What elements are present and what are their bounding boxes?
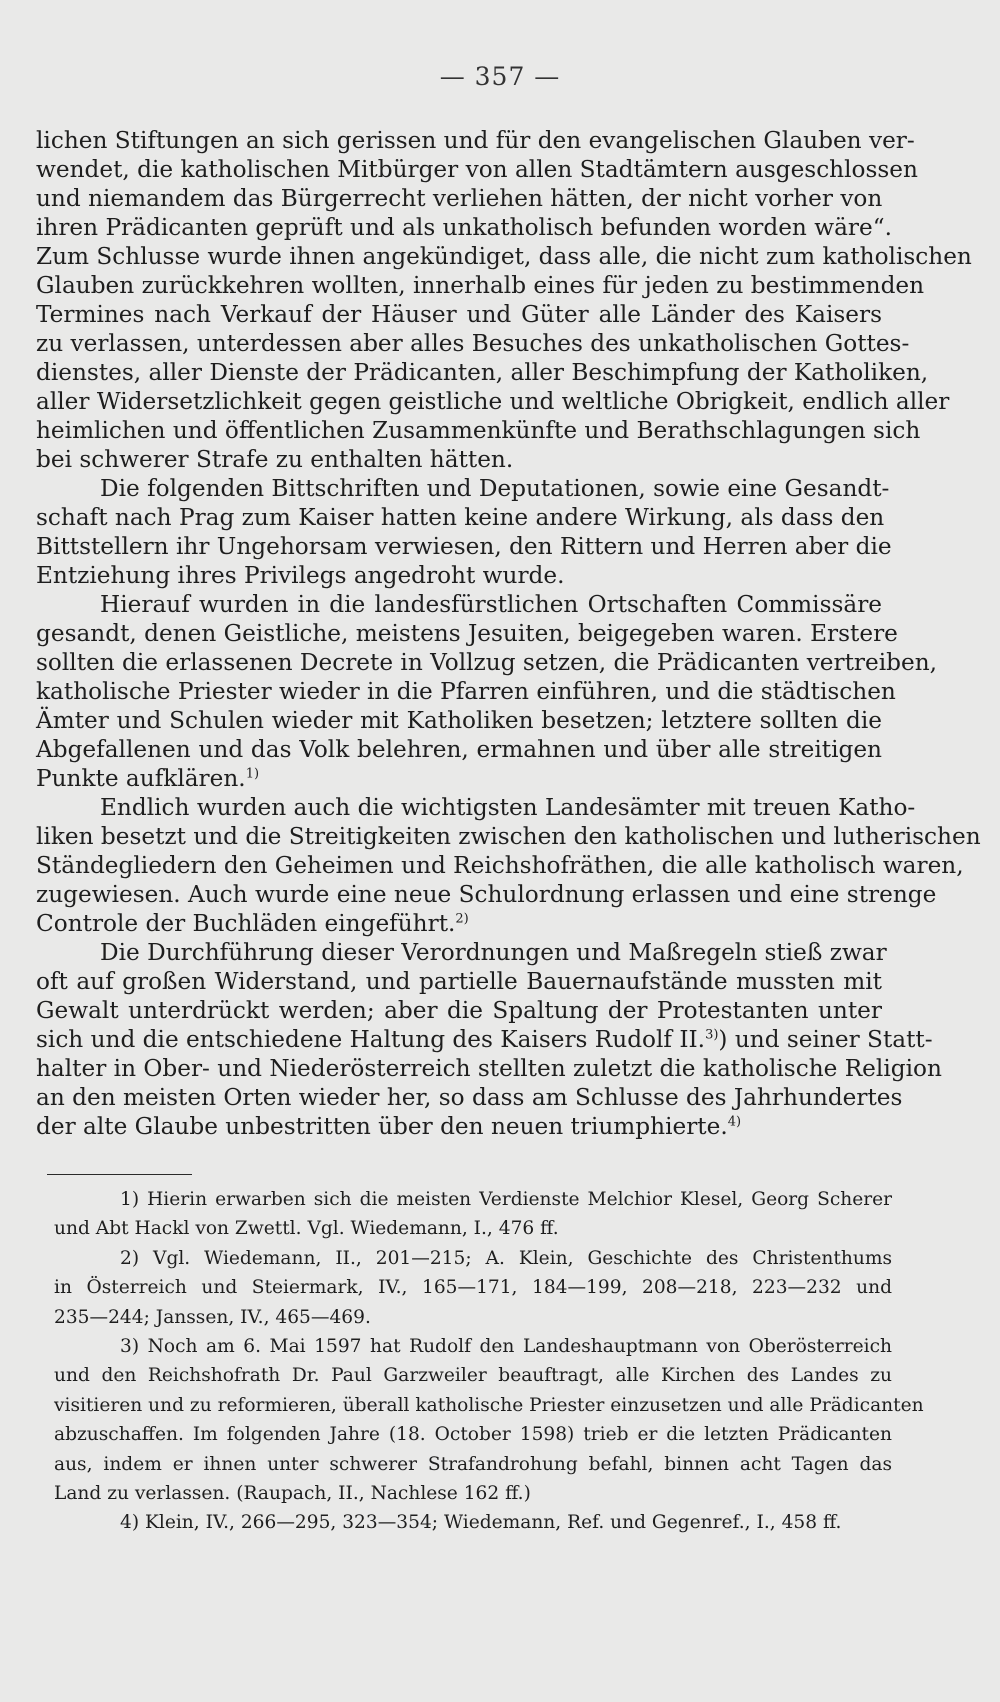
text-line: Die folgenden Bittschriften und Deputationen, sowie eine Gesandt- [100, 475, 890, 502]
text-line: und niemandem das Bürgerrecht verliehen hätten, der nicht vorher von [36, 185, 883, 212]
text-line: aller Widersetzlichkeit gegen geistliche und weltliche Obrigkeit, endlich aller [36, 388, 950, 415]
text-line: Zum Schlusse wurde ihnen angekündiget, dass alle, die nicht zum katholischen [36, 243, 972, 270]
footnote-ref: 1) [245, 766, 260, 782]
text-line: Abgefallenen und das Volk belehren, ermahnen und über alle streitigen [36, 736, 882, 763]
footnote-line: 3) Noch am 6. Mai 1597 hat Rudolf den Landeshauptmann von Oberösterreich [120, 1335, 892, 1357]
footnote-line: abzuschaffen. Im folgenden Jahre (18. October 1598) trieb er die letzten Prädicanten [54, 1424, 892, 1446]
footnote-line: und Abt Hackl von Zwettl. Vgl. Wiedemann, I., 476 ff. [54, 1218, 559, 1240]
text-fragment: sich und die entschiedene Haltung des Kaisers Rudolf II. [36, 1026, 706, 1053]
text-line-with-footnote-ref [36, 1112, 882, 1141]
text-line: Ständegliedern den Geheimen und Reichshofräthen, die alle katholisch waren, [36, 852, 964, 879]
footnote-ref: 3) [705, 1027, 719, 1043]
footnote-line: Land zu verlassen. (Raupach, II., Nachlese 162 ff.) [54, 1482, 531, 1504]
main-text [36, 126, 981, 1141]
text-line: halter in Ober- und Niederösterreich stellten zuletzt die katholische Religion [36, 1055, 942, 1082]
text-line: ihren Prädicanten geprüft und als unkatholisch befunden worden wäre“. [36, 214, 892, 241]
text-line: zugewiesen. Auch wurde eine neue Schulordnung erlassen und eine strenge [36, 881, 937, 908]
text-line: bei schwerer Strafe zu enthalten hätten. [36, 446, 514, 473]
text-line: katholische Priester wieder in die Pfarren einführen, und die städtischen [36, 678, 896, 705]
footnote-ref: 2) [455, 911, 469, 927]
footnote-line: in Österreich und Steiermark, IV., 165—171, 184—199, 208—218, 223—232 und [54, 1277, 892, 1299]
text-line-with-footnote-ref [36, 1025, 933, 1054]
text-line: schaft nach Prag zum Kaiser hatten keine andere Wirkung, als dass den [36, 504, 885, 531]
footnote-line: 1) Hierin erwarben sich die meisten Verdienste Melchior Klesel, Georg Scherer [120, 1189, 892, 1210]
text-line: sollten die erlassenen Decrete in Vollzug setzen, die Prädicanten vertreiben, [36, 649, 938, 676]
text-line: oft auf großen Widerstand, und partielle Bauernaufstände mussten mit [36, 968, 882, 995]
footnote-line: 2) Vgl. Wiedemann, II., 201—215; A. Klein, Geschichte des Christenthums [120, 1247, 892, 1269]
text-line: Endlich wurden auch die wichtigsten Landesämter mit treuen Katho- [100, 794, 916, 821]
text-line: Bittstellern ihr Ungehorsam verwiesen, den Rittern und Herren aber die [36, 533, 892, 560]
text-fragment: der alte Glaube unbestritten über den neuen triumphierte. [36, 1113, 728, 1140]
text-line: liken besetzt und die Streitigkeiten zwischen den katholischen und lutherischen [36, 823, 981, 850]
footnote-line: 4) Klein, IV., 266—295, 323—354; Wiedemann, Ref. und Gegenref., I., 458 ff. [120, 1512, 842, 1534]
page-number: — 357 — [439, 62, 561, 91]
text-line: zu verlassen, unterdessen aber alles Besuches des unkatholischen Gottes- [36, 330, 910, 357]
text-line: Ämter und Schulen wieder mit Katholiken besetzen; letztere sollten die [36, 707, 882, 734]
text-line: lichen Stiftungen an sich gerissen und für den evangelischen Glauben ver- [36, 127, 915, 154]
text-line-with-footnote-ref [36, 764, 882, 793]
text-line: heimlichen und öffentlichen Zusammenkünfte und Berathschlagungen sich [36, 417, 921, 444]
footnote-line: visitieren und zu reformieren, überall katholische Priester einzusetzen und alle Prädicanten [54, 1394, 924, 1416]
text-line: Die Durchführung dieser Verordnungen und Maßregeln stieß zwar [100, 939, 887, 966]
text-line: Termines nach Verkauf der Häuser und Güter alle Länder des Kaisers [36, 301, 882, 328]
text-line: Hierauf wurden in die landesfürstlichen Ortschaften Commissäre [100, 591, 882, 618]
text-line: Gewalt unterdrückt werden; aber die Spaltung der Protestanten unter [36, 997, 882, 1024]
text-line: dienstes, aller Dienste der Prädicanten, aller Beschimpfung der Katholiken, [36, 359, 929, 386]
footnote-ref: 4) [727, 1114, 742, 1130]
text-line: Glauben zurückkehren wollten, innerhalb eines für jeden zu bestimmenden [36, 272, 925, 299]
footnote-line: aus, indem er ihnen unter schwerer Strafandrohung befahl, binnen acht Tagen das [54, 1453, 892, 1475]
text-line: Entziehung ihres Privilegs angedroht wurde. [36, 562, 565, 589]
text-fragment: Controle der Buchläden eingeführt. [36, 910, 456, 937]
footnote-line: 235—244; Janssen, IV., 465—469. [54, 1306, 371, 1328]
text-line: wendet, die katholischen Mitbürger von allen Stadtämtern ausgeschlossen [36, 156, 918, 183]
text-line: an den meisten Orten wieder her, so dass am Schlusse des Jahrhundertes [36, 1084, 903, 1111]
footnotes [54, 1185, 924, 1538]
text-line: gesandt, denen Geistliche, meistens Jesuiten, beigegeben waren. Erstere [36, 620, 898, 647]
text-fragment: Punkte aufklären. [36, 765, 246, 792]
footnote-divider [47, 1174, 192, 1175]
footnote-line: und den Reichshofrath Dr. Paul Garzweiler beauftragt, alle Kirchen des Landes zu [54, 1365, 892, 1387]
text-line-with-footnote-ref [36, 909, 882, 938]
text-fragment: ) und seiner Statt- [718, 1026, 933, 1053]
